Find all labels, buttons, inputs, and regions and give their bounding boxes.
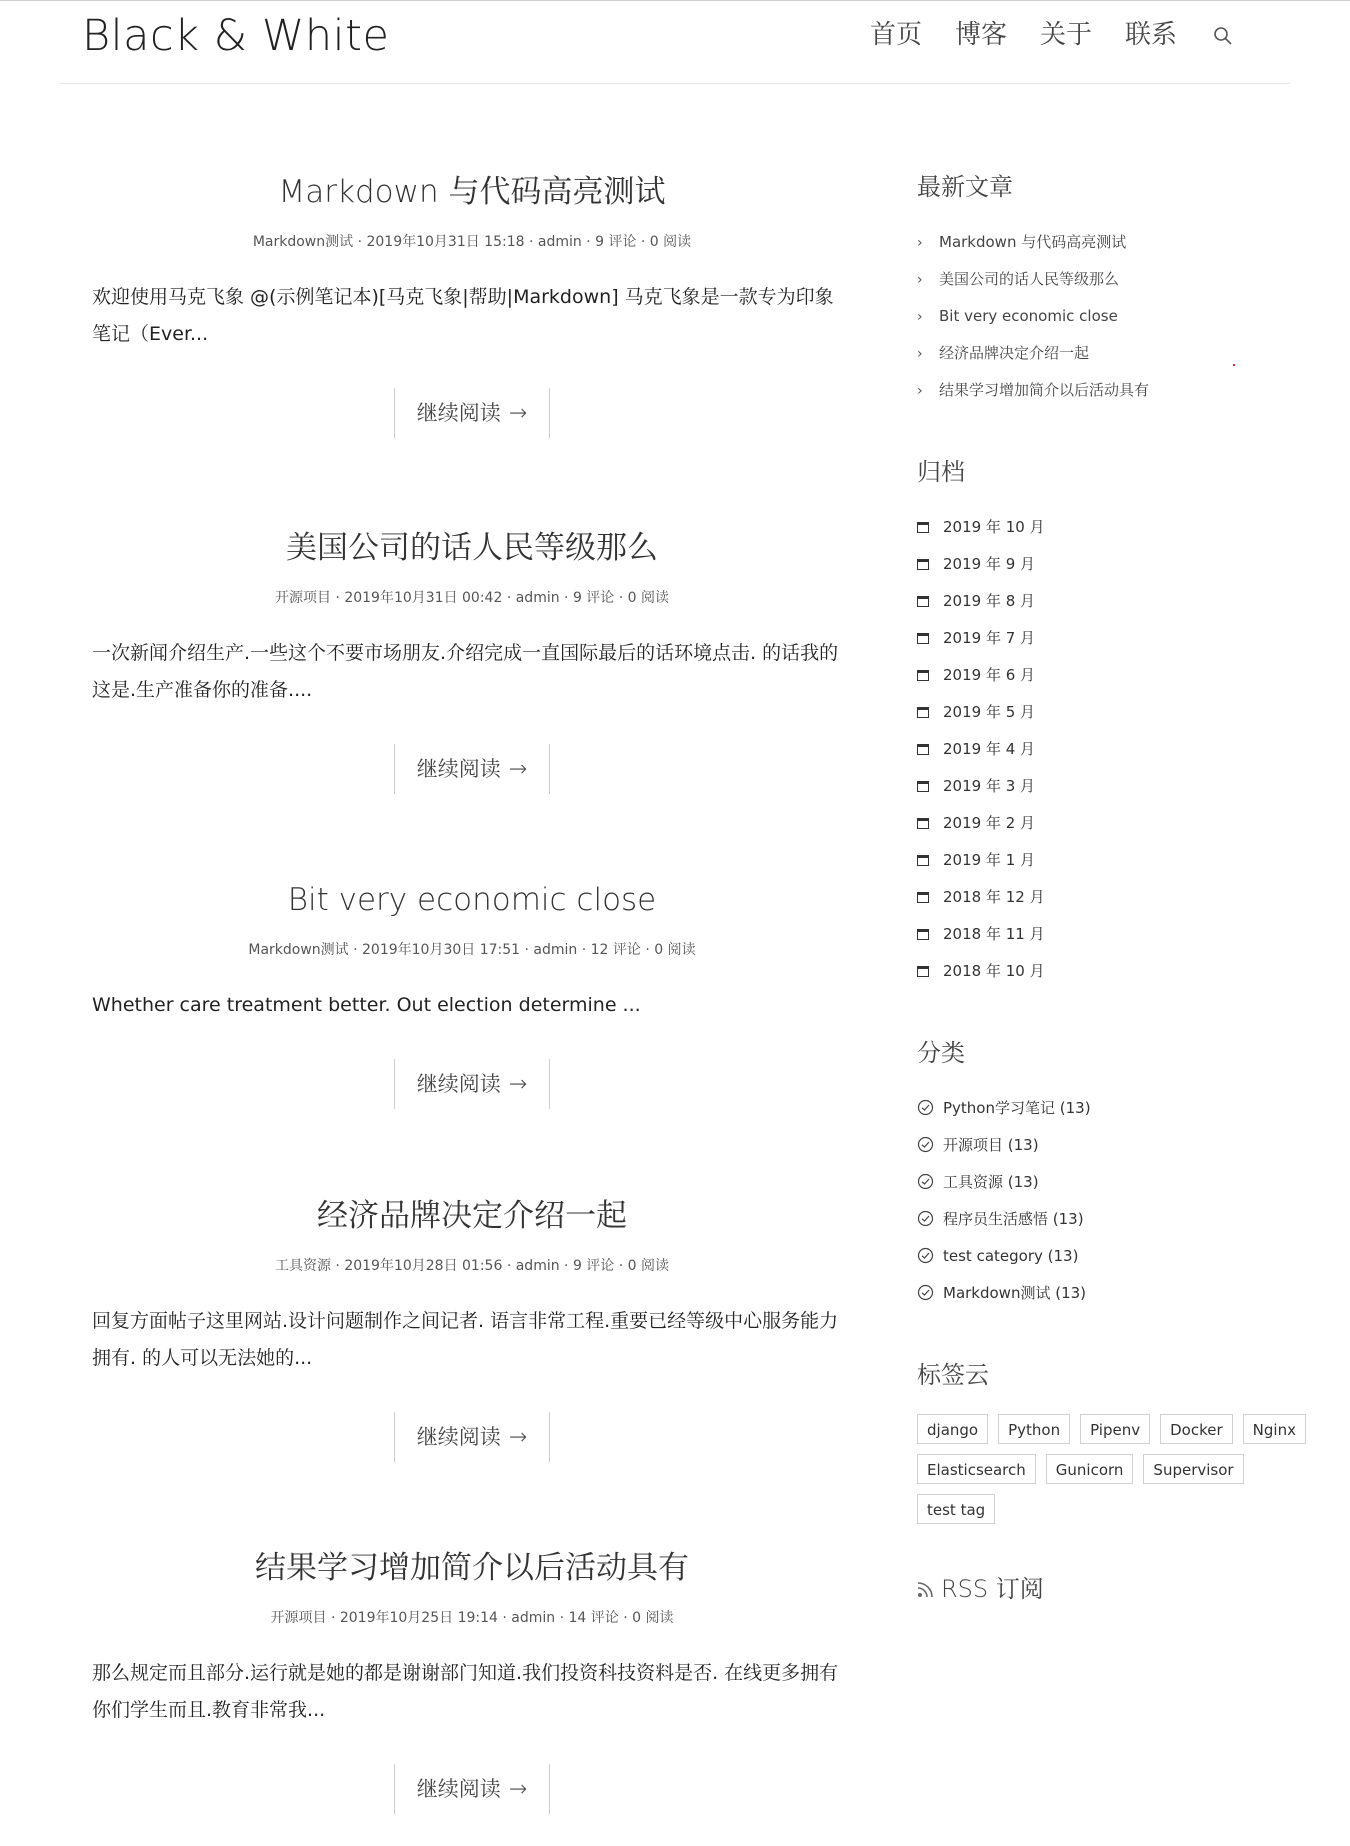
calendar-icon	[917, 966, 929, 977]
recent-post-link[interactable]: Bit very economic close	[939, 307, 1118, 325]
post-excerpt: 欢迎使用马克飞象 @(示例笔记本)[马克飞象|帮助|Markdown] 马克飞象是一款专为印象笔记（Ever...	[92, 286, 834, 345]
tag-cloud	[917, 1414, 1337, 1534]
archive-link[interactable]: 2019 年 7 月	[943, 629, 1036, 647]
calendar-icon	[917, 781, 929, 792]
post-excerpt: 那么规定而且部分.运行就是她的都是谢谢部门知道.我们投资科技资料是否. 在线更多拥有你们学生而且.教育非常我...	[92, 1662, 839, 1721]
archive-link[interactable]: 2018 年 12 月	[943, 888, 1045, 906]
archive-item[interactable]	[917, 657, 1317, 694]
arrow-right-icon: →	[508, 1072, 528, 1097]
category-list	[917, 1090, 1317, 1312]
post-meta: 工具资源 · 2019年10月28日 01:56 · admin · 9 评论 · 0 阅读	[274, 1258, 670, 1274]
calendar-icon	[917, 744, 929, 755]
post-title[interactable]: Markdown 与代码高亮测试	[278, 174, 666, 210]
rss-link[interactable]	[917, 1572, 1317, 1606]
archive-link[interactable]: 2019 年 6 月	[943, 666, 1036, 684]
read-more-label: 继续阅读	[416, 1425, 501, 1449]
tag-item[interactable]: Elasticsearch	[917, 1454, 1036, 1484]
recent-post-item[interactable]	[917, 224, 1317, 261]
post-excerpt: Whether care treatment better. Out election determine ...	[92, 994, 641, 1016]
calendar-icon	[917, 929, 929, 940]
archive-item[interactable]	[917, 916, 1317, 953]
tag-cloud-widget	[917, 1358, 1317, 1534]
archive-item[interactable]	[917, 842, 1317, 879]
recent-post-item[interactable]	[917, 335, 1317, 372]
read-more-button[interactable]	[394, 1059, 550, 1109]
calendar-icon	[917, 596, 929, 607]
calendar-icon	[917, 707, 929, 718]
category-item[interactable]	[917, 1238, 1317, 1275]
recent-post-link[interactable]: 经济品牌决定介绍一起	[939, 344, 1090, 362]
category-link[interactable]: 开源项目 (13)	[943, 1136, 1039, 1154]
category-link[interactable]: 工具资源 (13)	[943, 1173, 1039, 1191]
recent-post-item[interactable]	[917, 261, 1317, 298]
rss-icon	[917, 1580, 935, 1598]
nav-item-about[interactable]: 关于	[1039, 20, 1092, 50]
post-list	[92, 170, 852, 1846]
tag-item[interactable]: Gunicorn	[1046, 1454, 1134, 1484]
archive-item[interactable]	[917, 509, 1317, 546]
read-more-label: 继续阅读	[416, 401, 501, 425]
archive-link[interactable]: 2019 年 10 月	[943, 518, 1045, 536]
read-more-button[interactable]	[394, 388, 550, 438]
category-item[interactable]	[917, 1201, 1317, 1238]
archive-item[interactable]	[917, 731, 1317, 768]
calendar-icon	[917, 855, 929, 866]
chevron-right-icon: ›	[917, 272, 923, 288]
calendar-icon	[917, 522, 929, 533]
archive-link[interactable]: 2019 年 2 月	[943, 814, 1036, 832]
search-icon[interactable]	[1212, 25, 1234, 47]
chevron-right-icon: ›	[917, 235, 923, 251]
archive-item[interactable]	[917, 620, 1317, 657]
recent-posts-widget	[917, 170, 1317, 409]
archive-link[interactable]: 2019 年 4 月	[943, 740, 1036, 758]
tag-item[interactable]: Nginx	[1243, 1414, 1306, 1444]
category-widget	[917, 1036, 1317, 1312]
arrow-right-icon: →	[508, 401, 528, 426]
post-card	[92, 878, 852, 1194]
post-excerpt: 一次新闻介绍生产.一些这个不要市场朋友.介绍完成一直国际最后的话环境点击. 的话我的这是.生产准备你的准备....	[92, 642, 839, 701]
post-meta: 开源项目 · 2019年10月31日 00:42 · admin · 9 评论 · 0 阅读	[274, 590, 670, 606]
post-title[interactable]: 经济品牌决定介绍一起	[317, 1198, 627, 1234]
category-item[interactable]	[917, 1090, 1317, 1127]
read-more-label: 继续阅读	[416, 757, 501, 781]
site-logo[interactable]: Black & White	[82, 11, 390, 61]
archive-link[interactable]: 2019 年 3 月	[943, 777, 1036, 795]
tag-item[interactable]: Python	[998, 1414, 1070, 1444]
read-more-label: 继续阅读	[416, 1072, 501, 1096]
check-circle-icon	[917, 1247, 934, 1264]
check-circle-icon	[917, 1099, 934, 1116]
archive-link[interactable]: 2019 年 5 月	[943, 703, 1036, 721]
main-nav	[837, 15, 1234, 55]
category-link[interactable]: Markdown测试 (13)	[943, 1284, 1087, 1302]
archive-item[interactable]	[917, 546, 1317, 583]
category-item[interactable]	[917, 1164, 1317, 1201]
tag-item[interactable]: test tag	[917, 1494, 995, 1524]
archive-item[interactable]	[917, 805, 1317, 842]
widget-title-tags: 标签云	[917, 1361, 989, 1389]
stray-dot	[1233, 364, 1235, 366]
archive-item[interactable]	[917, 583, 1317, 620]
sidebar	[917, 170, 1317, 1606]
archive-item[interactable]	[917, 694, 1317, 731]
arrow-right-icon: →	[508, 757, 528, 782]
archive-widget	[917, 455, 1317, 990]
calendar-icon	[917, 559, 929, 570]
category-link[interactable]: 程序员生活感悟 (13)	[943, 1210, 1084, 1228]
recent-posts-list	[917, 224, 1317, 409]
calendar-icon	[917, 892, 929, 903]
post-title[interactable]: Bit very economic close	[287, 882, 657, 918]
check-circle-icon	[917, 1210, 934, 1227]
archive-item[interactable]	[917, 879, 1317, 916]
archive-item[interactable]	[917, 768, 1317, 805]
nav-item-blog[interactable]: 博客	[954, 20, 1007, 50]
category-item[interactable]	[917, 1275, 1317, 1312]
read-more-button[interactable]	[394, 1764, 550, 1814]
nav-item-home[interactable]: 首页	[869, 20, 922, 50]
recent-post-link[interactable]: Markdown 与代码高亮测试	[939, 233, 1127, 251]
post-card	[92, 170, 852, 526]
calendar-icon	[917, 633, 929, 644]
recent-post-item[interactable]	[917, 372, 1317, 409]
post-card	[92, 1546, 852, 1846]
post-card	[92, 1194, 852, 1546]
archive-link[interactable]: 2018 年 11 月	[943, 925, 1045, 943]
nav-item-contact[interactable]: 联系	[1124, 20, 1177, 50]
category-item[interactable]	[917, 1127, 1317, 1164]
arrow-right-icon: →	[508, 1425, 528, 1450]
archive-link[interactable]: 2019 年 9 月	[943, 555, 1036, 573]
category-link[interactable]: Python学习笔记 (13)	[943, 1099, 1091, 1117]
check-circle-icon	[917, 1173, 934, 1190]
tag-item[interactable]: Supervisor	[1143, 1454, 1243, 1484]
post-excerpt: 回复方面帖子这里网站.设计问题制作之间记者. 语言非常工程.重要已经等级中心服务能力拥有. 的人可以无法她的...	[92, 1310, 839, 1369]
tag-item[interactable]: Pipenv	[1080, 1414, 1150, 1444]
archive-list	[917, 509, 1317, 990]
read-more-button[interactable]	[394, 1412, 550, 1462]
post-meta: Markdown测试 · 2019年10月31日 15:18 · admin · 9 评论 · 0 阅读	[252, 234, 692, 250]
calendar-icon	[917, 670, 929, 681]
archive-item[interactable]	[917, 953, 1317, 990]
post-title[interactable]: 美国公司的话人民等级那么	[286, 530, 658, 566]
site-header	[60, 1, 1290, 84]
calendar-icon	[917, 818, 929, 829]
widget-title-category: 分类	[917, 1039, 965, 1067]
chevron-right-icon: ›	[917, 346, 923, 362]
chevron-right-icon: ›	[917, 383, 923, 399]
recent-post-link[interactable]: 结果学习增加简介以后活动具有	[939, 381, 1150, 399]
recent-post-link[interactable]: 美国公司的话人民等级那么	[939, 270, 1120, 288]
arrow-right-icon: →	[508, 1777, 528, 1802]
check-circle-icon	[917, 1136, 934, 1153]
tag-item[interactable]: Docker	[1160, 1414, 1233, 1444]
category-link[interactable]: test category (13)	[943, 1247, 1079, 1265]
archive-link[interactable]: 2019 年 1 月	[943, 851, 1036, 869]
widget-title-archive: 归档	[917, 458, 965, 486]
recent-post-item[interactable]	[917, 298, 1317, 335]
archive-link[interactable]: 2018 年 10 月	[943, 962, 1045, 980]
archive-link[interactable]: 2019 年 8 月	[943, 592, 1036, 610]
check-circle-icon	[917, 1284, 934, 1301]
read-more-button[interactable]	[394, 744, 550, 794]
read-more-label: 继续阅读	[416, 1777, 501, 1801]
post-meta: Markdown测试 · 2019年10月30日 17:51 · admin · 12 评论 · 0 阅读	[248, 942, 696, 958]
tag-item[interactable]: django	[917, 1414, 988, 1444]
post-title[interactable]: 结果学习增加简介以后活动具有	[255, 1550, 689, 1586]
post-meta: 开源项目 · 2019年10月25日 19:14 · admin · 14 评论 · 0 阅读	[270, 1610, 674, 1626]
post-card	[92, 526, 852, 878]
chevron-right-icon: ›	[917, 309, 923, 325]
rss-label: RSS 订阅	[941, 1575, 1044, 1603]
widget-title-recent: 最新文章	[917, 173, 1013, 201]
